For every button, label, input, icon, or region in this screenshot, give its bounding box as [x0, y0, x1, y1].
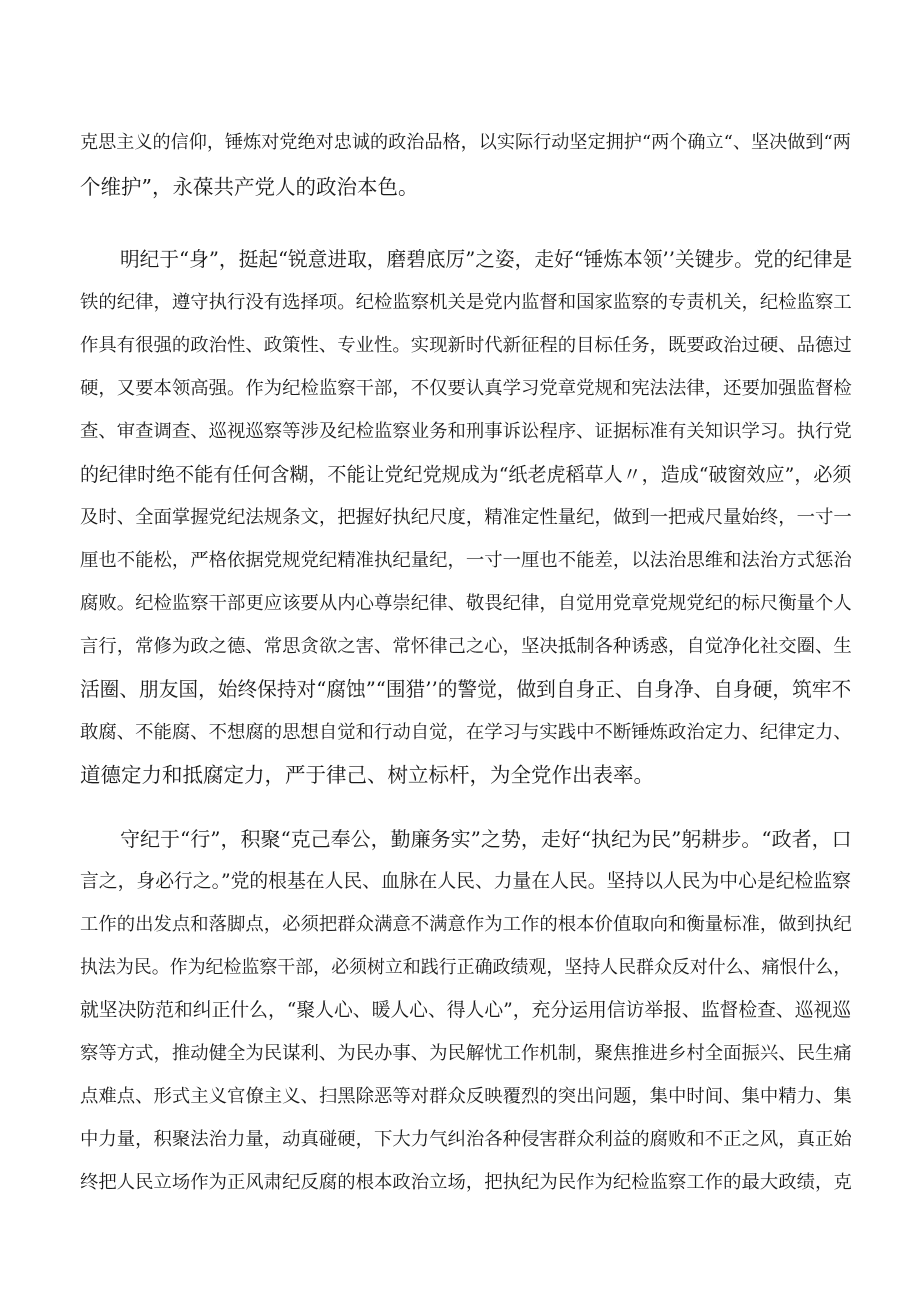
paragraph-2-line-11: 活圈、朋友国，始终保持对“腐蚀”“围猎’’的警觉，做到自身正、自身净、自身硬，筑牢不 [80, 678, 852, 701]
paragraph-2-line-2: 铁的纪律，遵守执行没有选择项。纪检监察机关是党内监督和国家监察的专责机关，纪检监察工 [80, 292, 852, 313]
paragraph-2-line-7: 及时、全面掌握党纪法规条文，把握好执纪尺度，精准定性量纪，做到一把戒尺量始终，一寸一 [80, 507, 852, 528]
paragraph-2-line-3: 作具有很强的政治性、政策性、专业性。实现新时代新征程的目标任务，既要政治过硬、品德过 [80, 335, 852, 356]
paragraph-3-line-6: 察等方式，推动健全为民谋利、为民办事、为民解忧工作机制，聚焦推进乡村全面振兴、民生痛 [80, 1043, 852, 1064]
paragraph-3-line-7: 点难点、形式主义官僚主义、扫黑除恶等对群众反映覆烈的突出问题，集中时间、集中精力、集 [80, 1086, 852, 1107]
paragraph-2-line-9: 腐败。纪检监察干部更应该要从内心尊崇纪律、敬畏纪律，自觉用党章党规党纪的标尺衡量个人 [80, 593, 852, 614]
paragraph-3-line-8: 中力量，积聚法治力量，动真碰硬，下大力气纠治各种侵害群众利益的腐败和不正之风，真正始 [80, 1129, 852, 1150]
paragraph-3-line-1: 守纪于“行”，积聚“克己奉公，勤廉务实”之势，走好“执纪为民”躬耕步。“政者，口 [120, 827, 852, 851]
paragraph-1-line-2: 个维护”，永葆共产党人的政治本色。 [80, 175, 419, 199]
paragraph-2-line-10: 言行，常修为政之德、常思贪欲之害、常怀律己之心，坚决抵制各种诱惑，自觉净化社交圈、生 [80, 636, 852, 657]
paragraph-2-line-8: 厘也不能松，严格依据党规党纪精准执纪量纪，一寸一厘也不能差，以法治思维和法治方式惩治 [80, 550, 852, 571]
paragraph-3-line-5: 就坚决防范和纠正什么，“聚人心、暖人心、得人心”，充分运用信访举报、监督检查、巡视巡 [80, 1000, 852, 1021]
paragraph-2-line-12: 敢腐、不能腐、不想腐的思想自觉和行动自觉，在学习与实践中不断锤炼政治定力、纪律定力、 [80, 722, 852, 743]
paragraph-3-line-3: 工作的出发点和落脚点，必须把群众满意不满意作为工作的根本价值取向和衡量标准，做到执纪 [80, 914, 852, 935]
paragraph-2-line-1: 明纪于“身”，挺起“锐意进取，磨碧底厉”之姿，走好“锤炼本领’’关键步。党的纪律是 [120, 248, 853, 271]
paragraph-2-line-4: 硬，又要本领高强。作为纪检监察干部，不仅要认真学习党章党规和宪法法律，还要加强监督检 [80, 378, 852, 399]
paragraph-2-line-5: 查、审查调查、巡视巡察等涉及纪检监察业务和刑事诉讼程序、证据标准有关知识学习。执行党 [80, 421, 852, 442]
paragraph-1-line-1: 克思主义的信仰，锤炼对党绝对忠诚的政治品格，以实际行动坚定拥护“两个确立“、坚决做到“两 [80, 132, 851, 153]
paragraph-3-line-2: 言之，身必行之。”党的根基在人民、血脉在人民、力量在人民。坚持以人民为中心是纪检监察 [80, 871, 851, 892]
paragraph-3-line-9: 终把人民立场作为正风肃纪反腐的根本政治立场，把执纪为民作为纪检监察工作的最大政绩，克 [80, 1172, 852, 1193]
paragraph-3-line-4: 执法为民。作为纪检监察干部，必须树立和践行正确政绩观，坚持人民群众反对什么、痛恨什么， [80, 957, 852, 978]
paragraph-2-line-13: 道德定力和抵腐定力，严于律己、树立标杆，为全党作出表率。 [80, 763, 654, 787]
paragraph-2-line-6: 的纪律时绝不能有任何含糊，不能让党纪党规成为“纸老虎稻草人〃，造成“破窗效应”，必须 [80, 464, 852, 486]
